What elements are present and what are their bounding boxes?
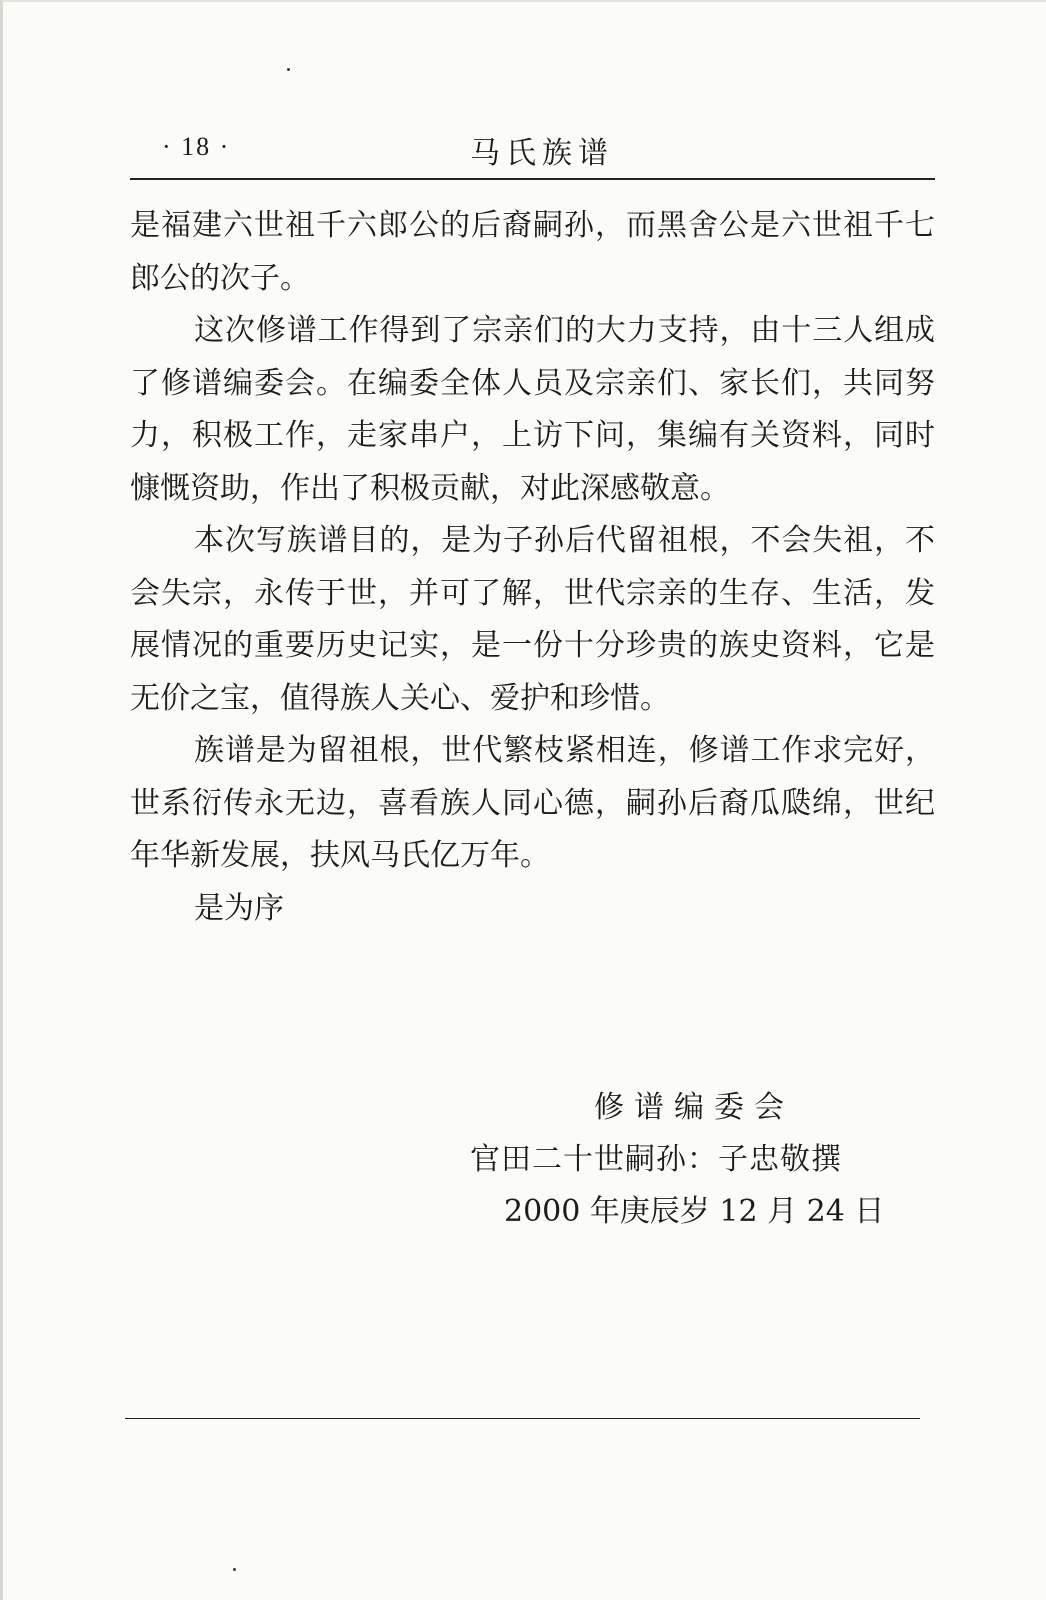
page-number: · 18 ·	[162, 132, 231, 161]
body-text	[130, 200, 935, 935]
signature-date: 2000 年庚辰岁 12 月 24 日	[504, 1194, 885, 1229]
running-title: 马氏族谱	[470, 136, 614, 171]
header-rule	[130, 178, 935, 180]
signature-block	[470, 1082, 890, 1238]
scan-speck	[233, 1568, 236, 1571]
footer-rule	[125, 1418, 920, 1419]
paragraph-continuation: 是福建六世祖千六郎公的后裔嗣孙，而黑舍公是六世祖千七郎公的次子。	[130, 208, 935, 296]
scan-speck	[287, 68, 290, 71]
paragraph-purpose: 本次写族谱目的，是为子孙后代留祖根，不会失祖，不会失宗，永传于世，并可了解，世代宗亲的生存、生活，发展情况的重要历史记实，是一份十分珍贵的族史资料，它是无价之宝，值得族人关心、爱护和珍惜。	[130, 523, 935, 716]
signature-committee: 修谱编委会	[594, 1090, 794, 1125]
paragraph-closing: 是为序	[194, 890, 284, 926]
signature-author: 官田二十世嗣孙：子忠敬撰	[470, 1142, 842, 1177]
paragraph-verse: 族谱是为留祖根，世代繁枝紧相连，修谱工作求完好，世系衍传永无边，喜看族人同心德，嗣孙后裔瓜瓞绵，世纪年华新发展，扶风马氏亿万年。	[130, 733, 935, 873]
paragraph-acknowledgement: 这次修谱工作得到了宗亲们的大力支持，由十三人组成了修谱编委会。在编委全体人员及宗亲们、家长们，共同努力，积极工作，走家串户，上访下问，集编有关资料，同时慷慨资助，作出了积极贡献，对此深感敬意。	[130, 313, 935, 506]
page-header	[130, 128, 935, 178]
